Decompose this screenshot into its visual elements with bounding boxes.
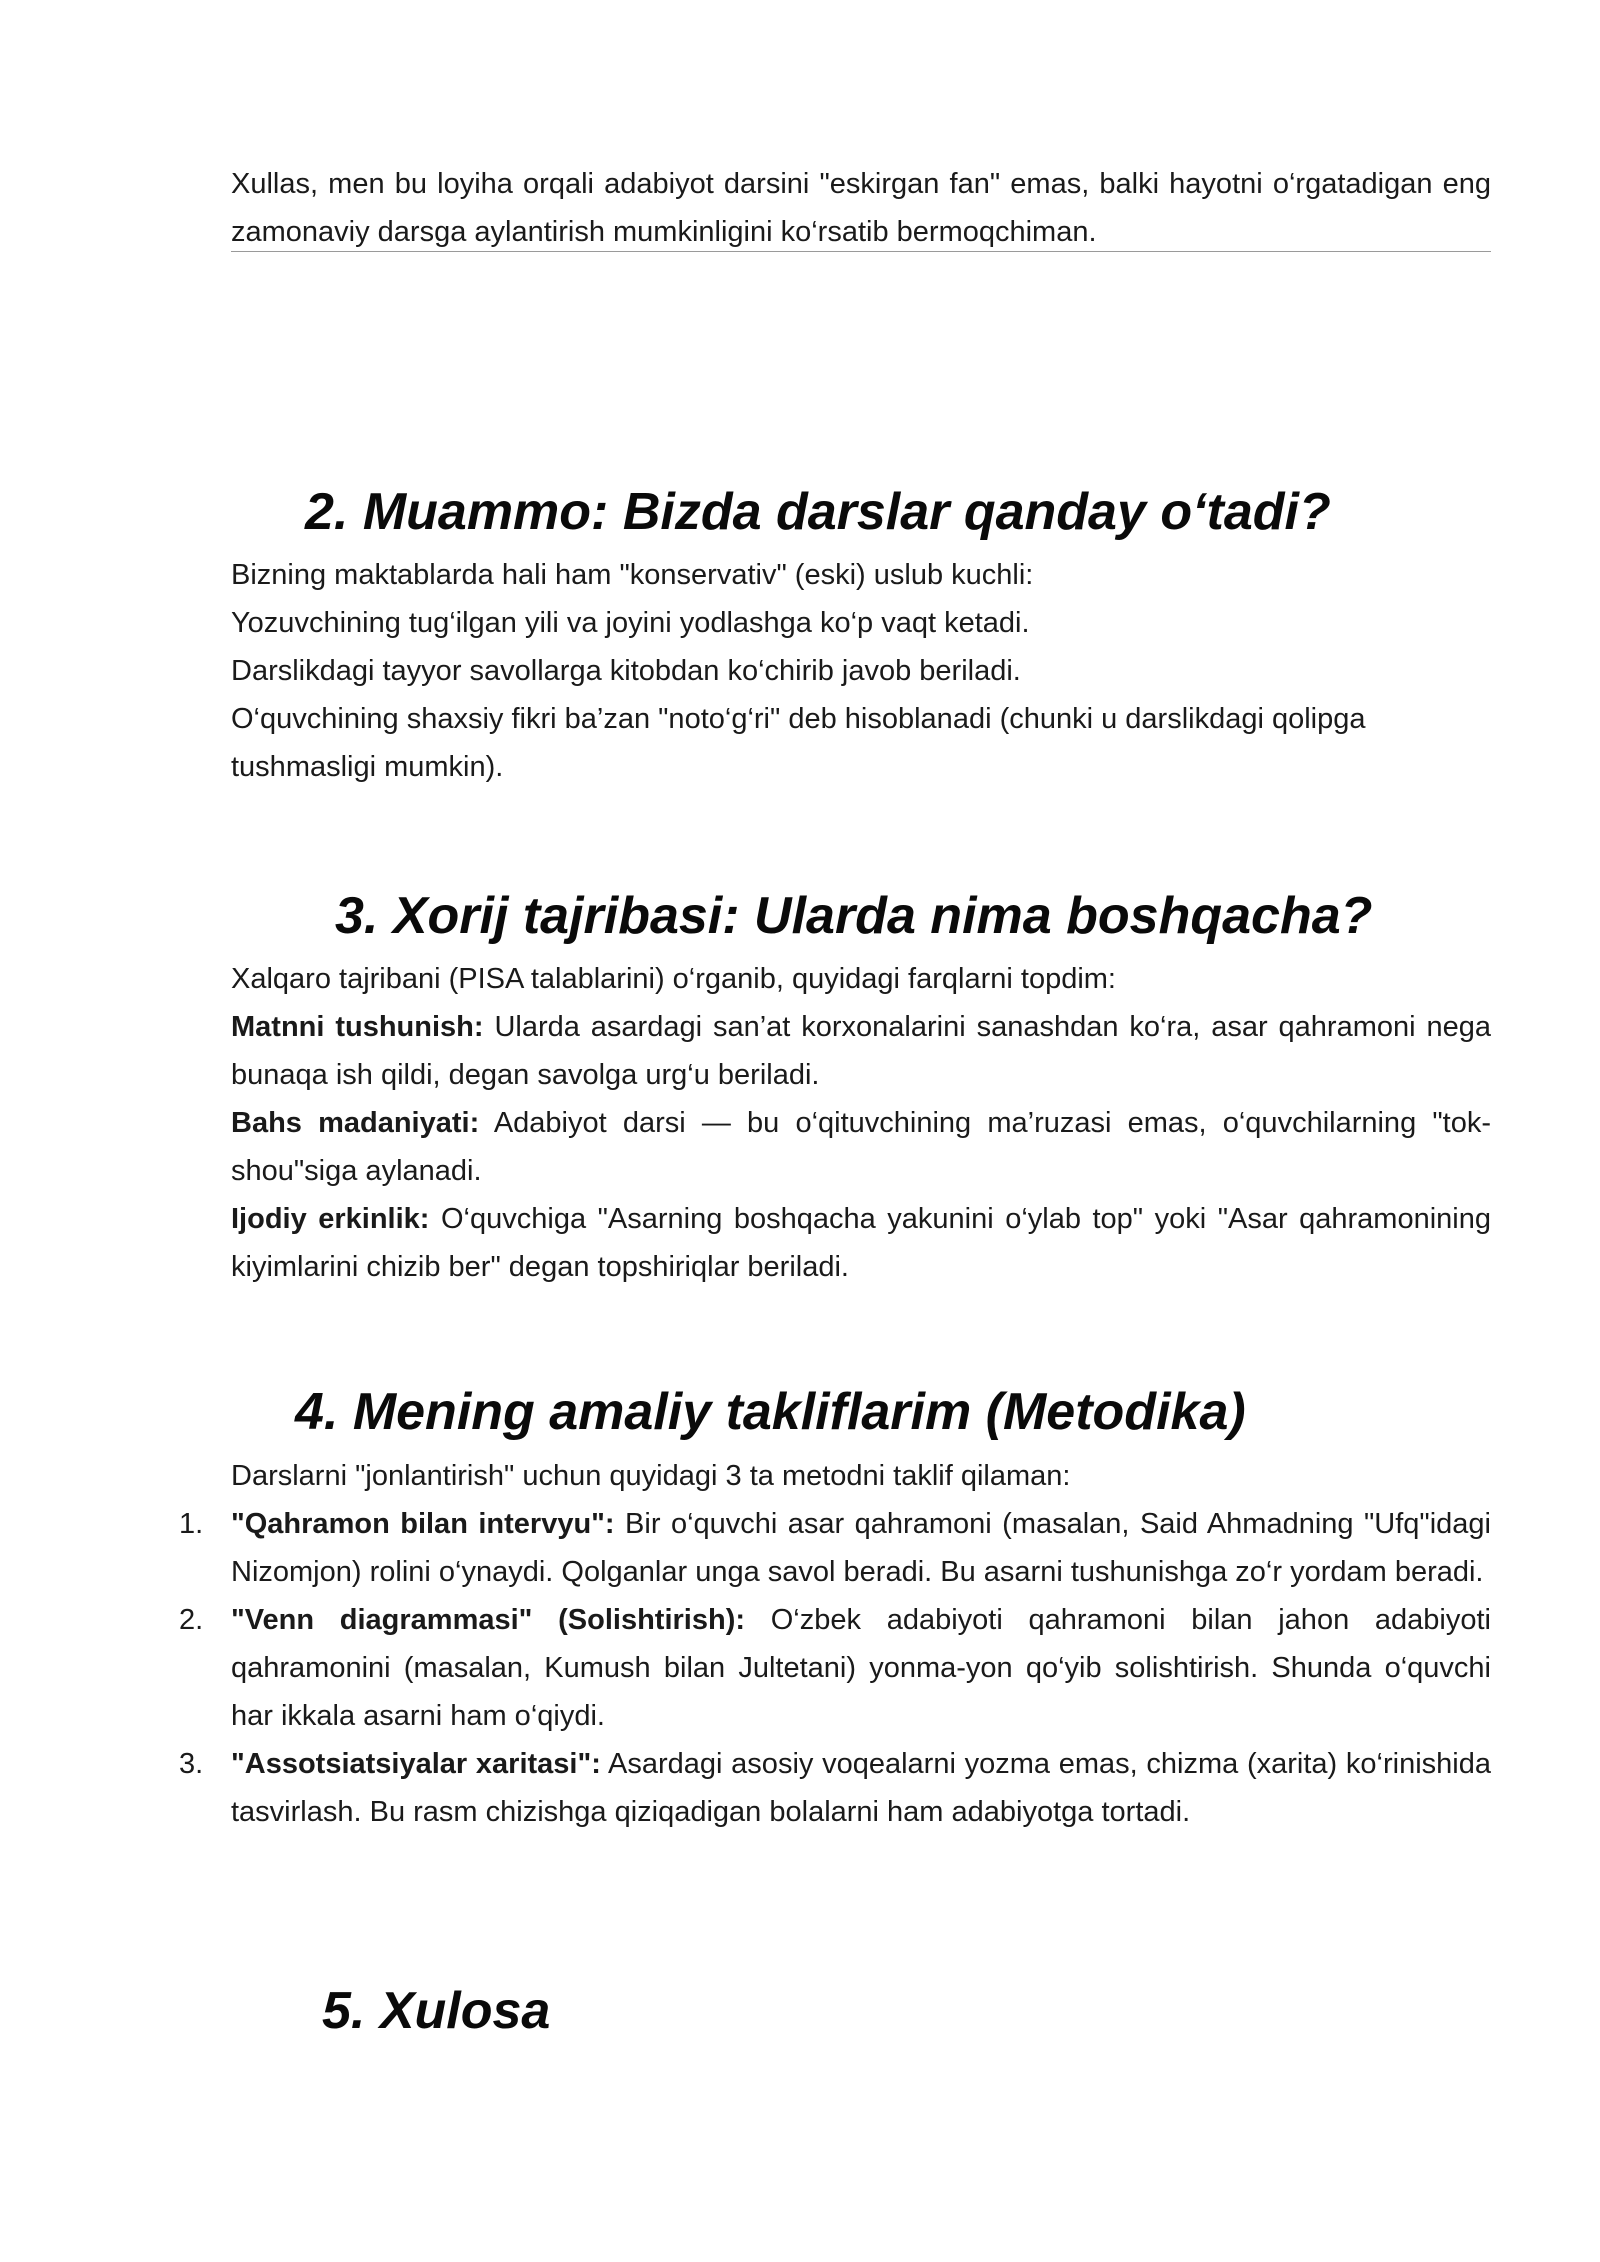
item-text: Asardagi asosiy voqealarni yozma emas, chizma (xarita) ko‘rinishida tasvirlash. Bu rasm chizishga qiziqadigan bolalarni ham adabiyotga tortadi. xyxy=(231,1748,1491,1828)
section3-item xyxy=(231,1003,1491,1099)
divider-line xyxy=(231,251,1491,252)
item-text: Ularda asardagi san’at korxonalarini sanashdan ko‘ra, asar qahramoni nega bunaqa ish qildi, degan savolga urg‘u beriladi. xyxy=(231,1011,1491,1091)
item-text: Adabiyot darsi — bu o‘qituvchining ma’ruzasi emas, o‘quvchilarning "tok-shou"siga aylanadi. xyxy=(231,1107,1491,1187)
section3-item xyxy=(231,1099,1491,1195)
section5-heading: 5. Xulosa xyxy=(322,1982,551,2040)
section2-line: Bizning maktablarda hali ham "konservativ" (eski) uslub kuchli: xyxy=(231,559,1034,591)
item-text: Bir o‘quvchi asar qahramoni (masalan, Said Ahmadning "Ufq"idagi Nizomjon) rolini o‘ynaydi. Qolganlar unga savol beradi. Bu asarni tushunishga zo‘r yordam beradi. xyxy=(231,1508,1491,1588)
list-item xyxy=(179,1500,1491,1596)
list-item xyxy=(179,1740,1491,1836)
item-label: "Qahramon bilan intervyu": xyxy=(231,1508,615,1540)
section2-line: O‘quvchining shaxsiy fikri ba’zan "noto‘g‘ri" deb hisoblanadi (chunki u darslikdagi qolipga tushmasligi mumkin). xyxy=(231,703,1366,783)
item-label: "Venn diagrammasi" (Solishtirish): xyxy=(231,1604,746,1636)
section3-heading: 3. Xorij tajribasi: Ularda nima boshqacha? xyxy=(335,887,1373,945)
section2-line: Darslikdagi tayyor savollarga kitobdan ko‘chirib javob beriladi. xyxy=(231,655,1021,687)
section3-intro: Xalqaro tajribani (PISA talablarini) o‘rganib, quyidagi farqlarni topdim: xyxy=(231,963,1116,995)
section3-body xyxy=(231,955,1491,1291)
list-number: 2. xyxy=(179,1604,204,1636)
item-label: "Assotsiatsiyalar xaritasi": xyxy=(231,1748,601,1780)
methods-list xyxy=(179,1500,1491,1836)
section2-body xyxy=(231,551,1491,791)
list-number: 1. xyxy=(179,1508,204,1540)
item-text: O‘quvchiga "Asarning boshqacha yakunini o‘ylab top" yoki "Asar qahramonining kiyimlarini chizib ber" degan topshiriqlar beriladi. xyxy=(231,1203,1491,1283)
list-number: 3. xyxy=(179,1748,204,1780)
list-item xyxy=(179,1596,1491,1740)
item-text: O‘zbek adabiyoti qahramoni bilan jahon adabiyoti qahramonini (masalan, Kumush bilan Jultetani) yonma-yon qo‘yib solishtirish. Shunda o‘quvchi har ikkala asarni ham o‘qiydi. xyxy=(231,1604,1491,1732)
section4-heading: 4. Mening amaliy takliflarim (Metodika) xyxy=(295,1383,1246,1441)
section4-intro: Darslarni "jonlantirish" uchun quyidagi 3 ta metodni taklif qilaman: xyxy=(231,1460,1071,1492)
item-label: Bahs madaniyati: xyxy=(231,1107,480,1139)
intro-paragraph: Xullas, men bu loyiha orqali adabiyot darsini "eskirgan fan" emas, balki hayotni o‘rgatadigan eng zamonaviy darsga aylantirish mumkinligini ko‘rsatib bermoqchiman. xyxy=(231,168,1491,248)
section2-line: Yozuvchining tug‘ilgan yili va joyini yodlashga ko‘p vaqt ketadi. xyxy=(231,607,1030,639)
section2-heading: 2. Muammo: Bizda darslar qanday o‘tadi? xyxy=(305,483,1331,541)
section3-item xyxy=(231,1195,1491,1291)
item-label: Ijodiy erkinlik: xyxy=(231,1203,430,1235)
item-label: Matnni tushunish: xyxy=(231,1011,484,1043)
